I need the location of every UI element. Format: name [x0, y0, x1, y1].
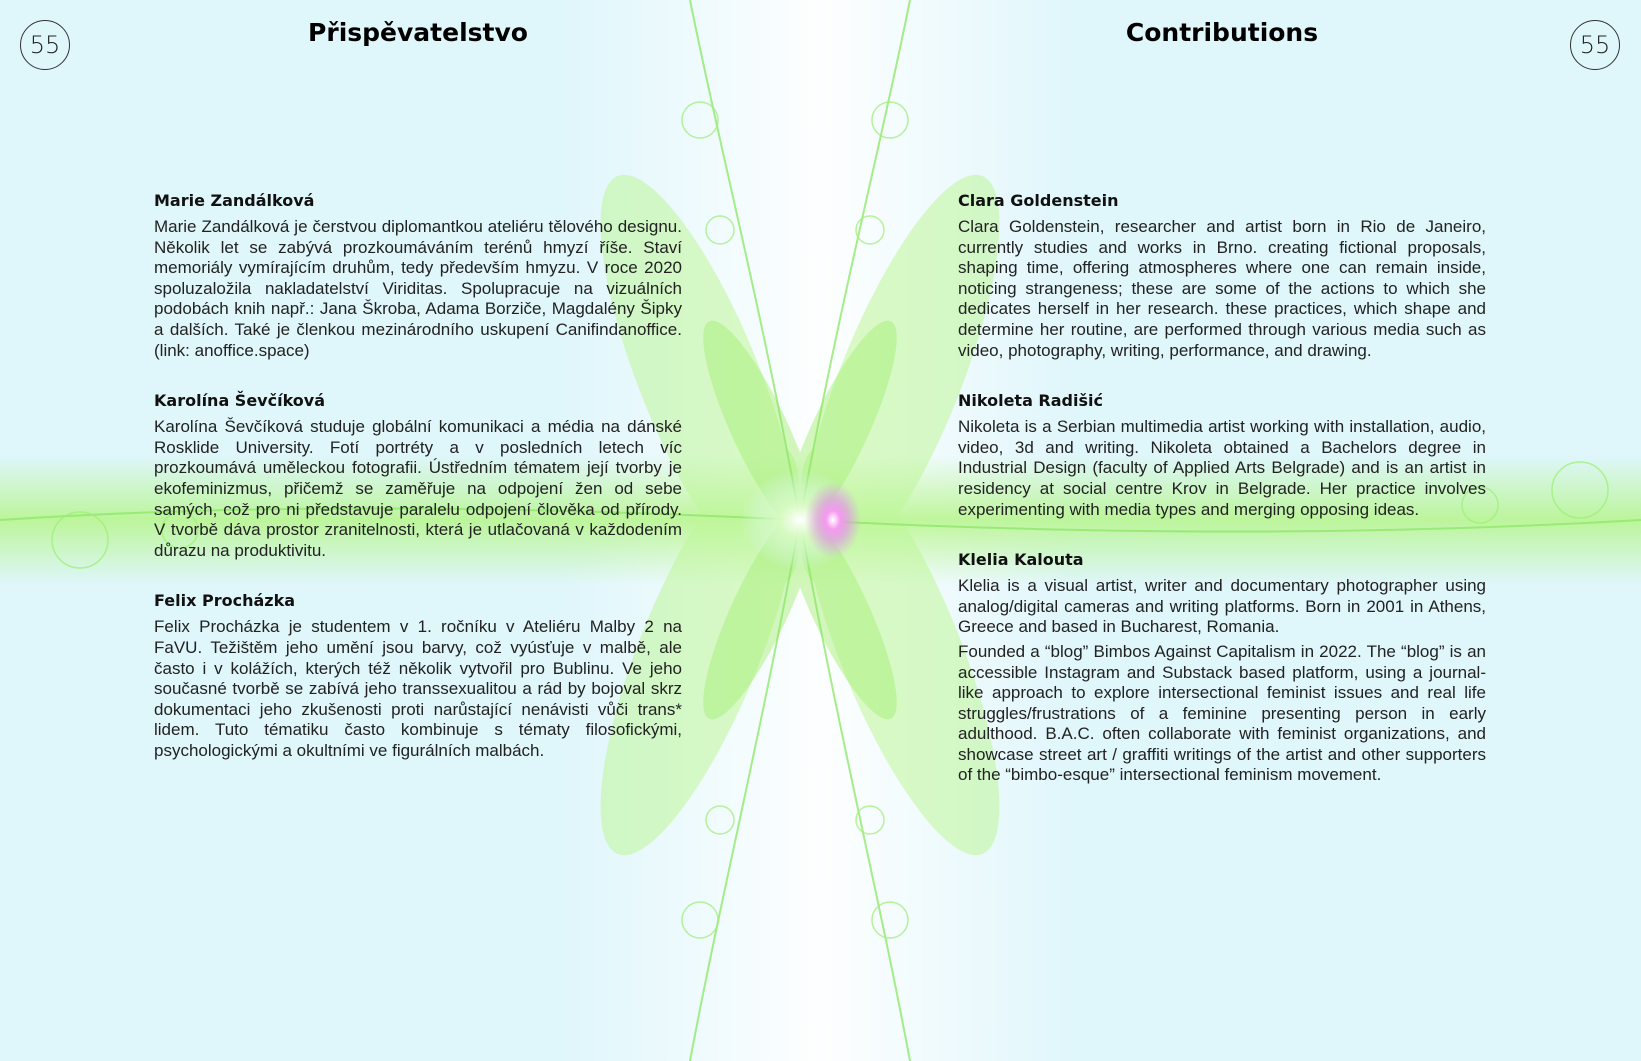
contributor-bio-continued: Founded a “blog” Bimbos Against Capitalism in 2022. The “blog” is an accessible Instagram and Substack based platform, using a journal-like approach to explore intersectional feminist issues and real life struggles/frustrations of a feminine presenting person in early adulthood. B.A.C. often collaborate with feminist organizations, and showcase street art / graffiti writings of the artist and other supporters of the “bimbo-esque” intersectional feminism movement. [958, 641, 1486, 785]
contributor-bio: Klelia is a visual artist, writer and documentary photographer using analog/digital cameras and writing platforms. Born in 2001 in Athens, Greece and based in Bucharest, Romania. [958, 576, 1486, 637]
contributor-entry [154, 390, 682, 561]
contributor-bio: Marie Zandálková je čerstvou diplomantkou ateliéru tělového designu. Několik let se zabývá prozkoumáváním terénů hmyzí říše. Staví memoriály vymírajícím druhům, tedy především hmyzu. V roce 2020 spoluzaložila nakladatelství Viriditas. Spolupracuje na vizuálních podobách knih např.: Jana Škroba, Adama Borziče, Magdalény Šipky a dalších. Také je členkou mezinárodního uskupení Canifindanoffice. (link: anoffice.space) [154, 217, 682, 360]
contributor-bio: Karolína Ševčíková studuje globální komunikaci a média na dánské Rosklide University. Fotí portréty a v posledních letech víc prozkoumává uměleckou fotografii. Ústředním tématem její tvorby je ekofeminizmus, přičemž se zaměřuje na odpojení žen od sebe samých, což pro ni představuje paralelu odpojení člověka od přírody. V tvorbě dáva prostor zranitelnosti, která je utlačovaná v každodením důrazu na produktivitu. [154, 417, 682, 560]
contributors-column-czech [154, 190, 682, 761]
contributor-name: Karolína Ševčíková [154, 391, 326, 411]
contributor-entry [958, 190, 1486, 361]
contributor-bio: Clara Goldenstein, researcher and artist born in Rio de Janeiro, currently studies and works in Brno. creating fictional proposals, shaping time, offering atmospheres where one can remain inside, noticing strangeness; these are some of the actions to which she dedicates herself in her research. these practices, which shape and determine her routine, are performed through various media such as video, photography, writing, performance, and drawing. [958, 217, 1486, 360]
contributor-entry [958, 390, 1486, 520]
page-title-czech: Přispěvatelstvo [308, 18, 528, 47]
page-number-left: 55 [20, 20, 70, 70]
contributor-entry [958, 549, 1486, 786]
contributor-name: Clara Goldenstein [958, 191, 1119, 210]
page-number-right: 55 [1570, 20, 1620, 70]
contributor-entry [154, 590, 682, 761]
contributor-entry [154, 190, 682, 361]
contributors-column-english [958, 190, 1486, 786]
contributor-bio: Nikoleta is a Serbian multimedia artist working with installation, audio, video, 3d and writing. Nikoleta obtained a Bachelors degree in Industrial Design (faculty of Applied Arts Belgrade) and is an artist in residency at social centre Krov in Belgrade. Her practice involves experimenting with media types and merging opposing ideas. [958, 417, 1486, 519]
contributor-bio: Felix Procházka je studentem v 1. ročníku v Ateliéru Malby 2 na FaVU. Težištěm jeho umění jsou barvy, což vyúsťuje v malbě, ale často i v kolážích, kterých též několik vytvořil pro Bublinu. Ve jeho současné tvorbě se zabívá jeho transsexualitou a rád by bojoval skrz dokumentaci jeho zkušenosti proti narůstající nenávisti vůči trans* lidem. Tuto tématiku často kombinuje s tématy filosofickými, psychologickými a okultními ve figurálních malbách. [154, 617, 682, 760]
contributor-name: Nikoleta Radišić [958, 391, 1103, 411]
contributor-name: Felix Procházka [154, 591, 296, 611]
page-title-english: Contributions [1125, 18, 1319, 47]
contributor-name: Marie Zandálková [154, 191, 315, 210]
contributor-name: Klelia Kalouta [958, 550, 1084, 570]
